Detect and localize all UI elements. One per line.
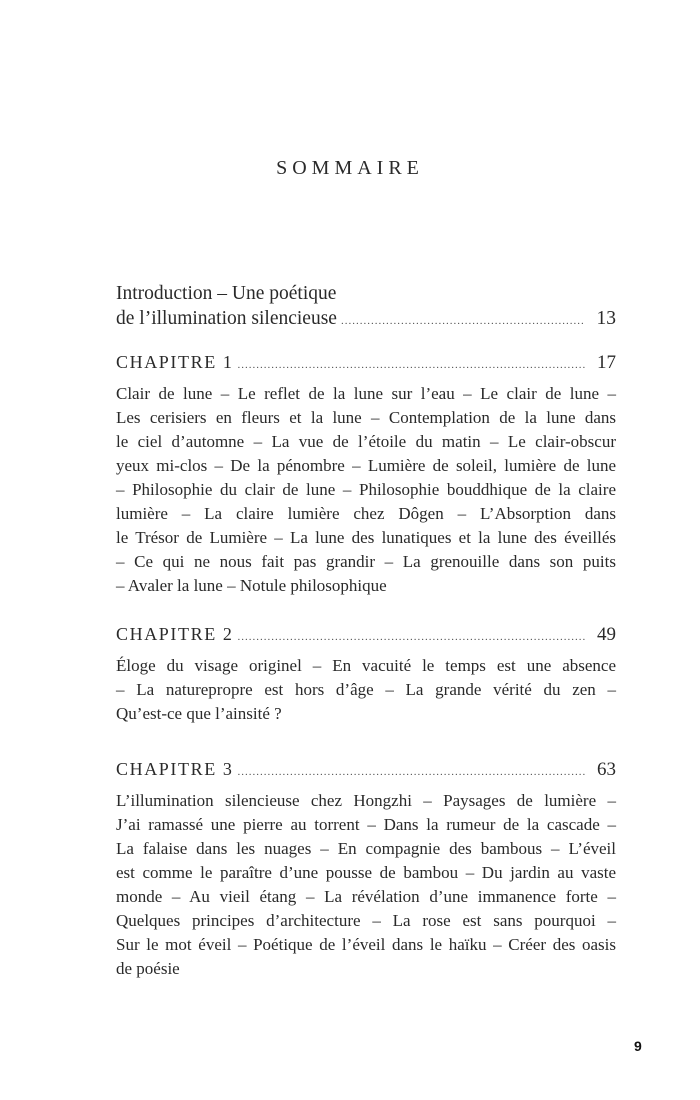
contents-line: yeux mi-clos – De la pénombre – Lumière de soleil, lumière de lune [116, 456, 616, 475]
contents-line: Qu’est-ce que l’ainsité ? [116, 704, 282, 723]
dot-leader [238, 759, 585, 785]
contents-line: – Avaler la lune – Notule philosophique [116, 576, 387, 595]
intro-entry-row [116, 306, 616, 334]
contents-line: lumière – La claire lumière chez Dôgen – L’Absorption dans [116, 504, 616, 523]
chapter-heading-row [116, 621, 616, 647]
contents-line: le Trésor de Lumière – La lune des lunatiques et la lune des éveillés [116, 528, 616, 547]
chapter-label: CHAPITRE 2 [116, 624, 234, 644]
contents-line: J’ai ramassé une pierre au torrent – Dans la rumeur de la cascade – [116, 815, 616, 834]
chapter-contents [116, 789, 616, 981]
chapter-label: CHAPITRE 3 [116, 759, 234, 779]
toc-entry-chapter-2 [116, 621, 616, 726]
contents-line: de poésie [116, 959, 180, 978]
chapter-label: CHAPITRE 1 [116, 352, 234, 372]
contents-line: L’illumination silencieuse chez Hongzhi – Paysages de lumière – [116, 791, 616, 810]
intro-line: de l’illumination silencieuse [116, 308, 337, 329]
contents-line: – Philosophie du clair de lune – Philosophie bouddhique de la claire [116, 480, 616, 499]
page-number: 13 [596, 308, 616, 329]
page-number: 17 [597, 352, 616, 373]
page-folio: 9 [634, 1038, 642, 1054]
page-number: 63 [597, 759, 616, 780]
contents-line: le ciel d’automne – La vue de l’étoile du matin – Le clair-obscur [116, 432, 616, 451]
toc-entry-chapter-3 [116, 756, 616, 981]
chapter-contents [116, 382, 616, 598]
chapter-heading-row [116, 349, 616, 375]
contents-line: Les cerisiers en fleurs et la lune – Contemplation de la lune dans [116, 408, 616, 427]
dot-leader [341, 309, 585, 334]
contents-line: est comme le paraître d’une pousse de bambou – Du jardin au vaste [116, 863, 616, 882]
toc-entry-chapter-1 [116, 349, 616, 598]
contents-line: – Ce qui ne nous fait pas grandir – La grenouille dans son puits [116, 552, 616, 571]
toc-entry-introduction [116, 281, 616, 334]
dot-leader [238, 624, 585, 650]
dot-leader [238, 352, 585, 378]
page-title: SOMMAIRE [276, 157, 424, 179]
contents-line: Sur le mot éveil – Poétique de l’éveil dans le haïku – Créer des oasis [116, 935, 616, 954]
chapter-heading-row [116, 756, 616, 782]
contents-line: Quelques principes d’architecture – La rose est sans pourquoi – [116, 911, 616, 930]
contents-line: Clair de lune – Le reflet de la lune sur l’eau – Le clair de lune – [116, 384, 616, 403]
contents-line: – La naturepropre est hors d’âge – La grande vérité du zen – [116, 680, 616, 699]
contents-line: Éloge du visage originel – En vacuité le temps est une absence [116, 656, 616, 675]
chapter-contents [116, 654, 616, 726]
contents-line: monde – Au vieil étang – La révélation d’une immanence forte – [116, 887, 616, 906]
contents-line: La falaise dans les nuages – En compagnie des bambous – L’éveil [116, 839, 616, 858]
intro-line: Introduction – Une poétique [116, 283, 337, 304]
page-number: 49 [597, 624, 616, 645]
